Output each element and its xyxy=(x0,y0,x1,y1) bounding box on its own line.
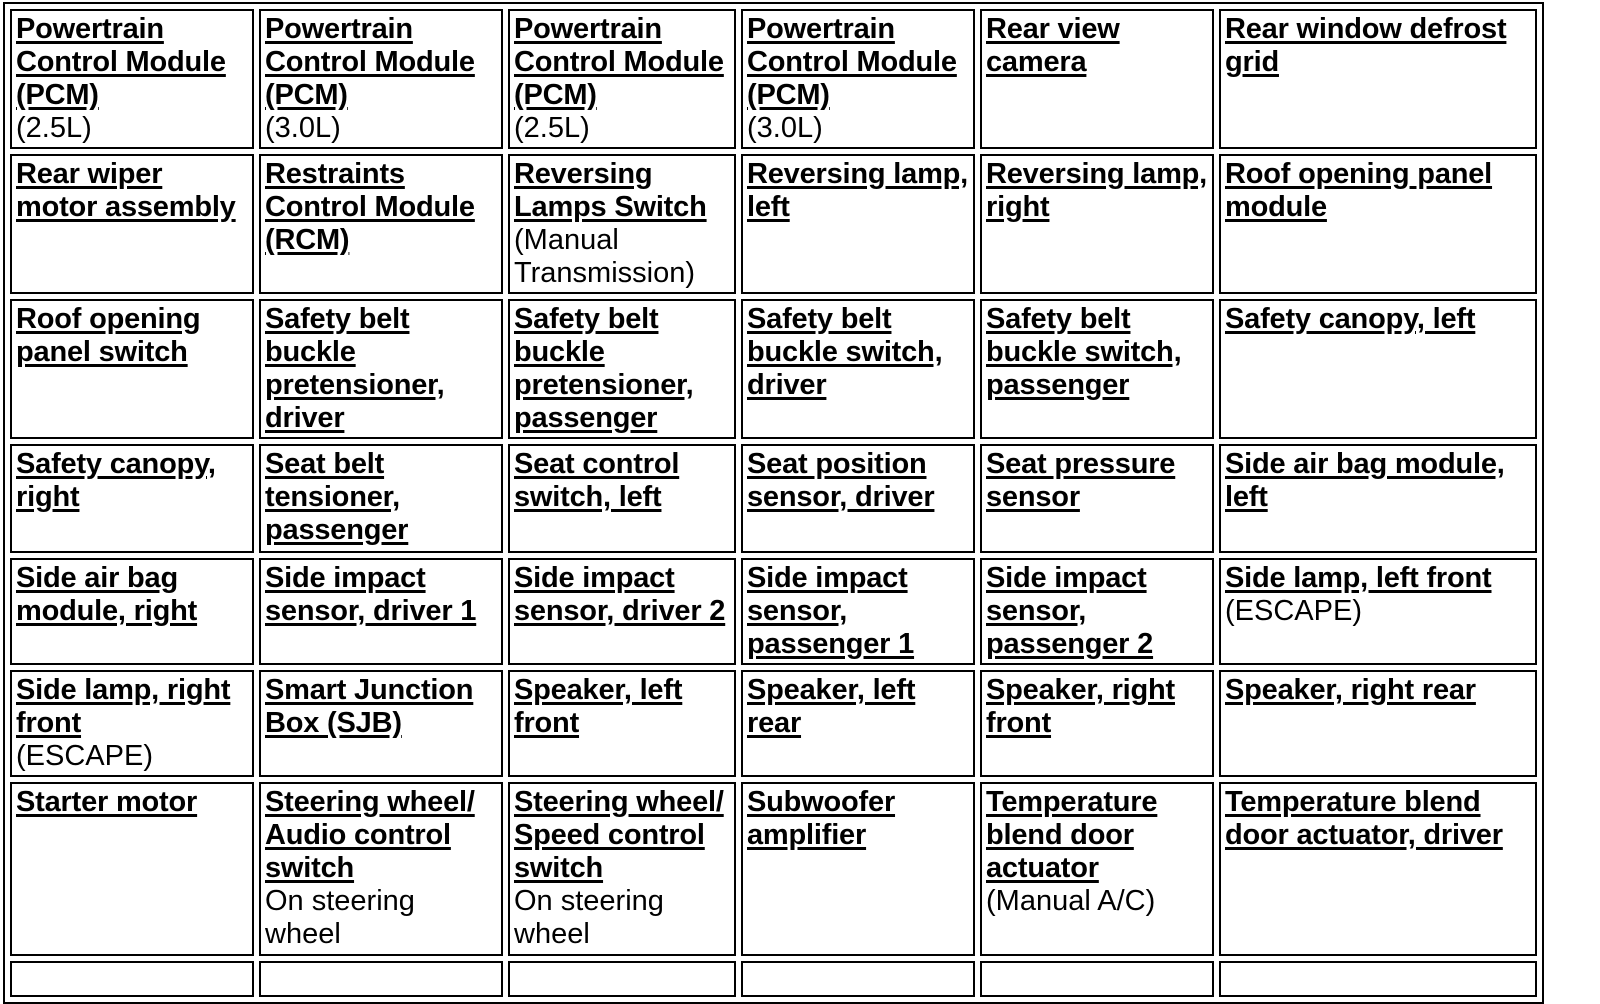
table-cell xyxy=(508,558,736,665)
table-cell xyxy=(1219,670,1537,777)
component-link[interactable]: Powertrain Control Module (PCM) xyxy=(16,13,226,111)
table-cell xyxy=(980,961,1214,997)
component-link[interactable]: Powertrain Control Module (PCM) xyxy=(265,13,475,111)
table-cell xyxy=(1219,558,1537,665)
component-link[interactable]: Steering wheel/ Speed control switch xyxy=(514,786,724,884)
table-cell xyxy=(1219,444,1537,553)
component-link[interactable]: Speaker, left front xyxy=(514,674,683,739)
component-link[interactable]: Side impact sensor, passenger 1 xyxy=(747,562,915,660)
component-link[interactable]: Reversing Lamps Switch xyxy=(514,158,707,223)
table-cell xyxy=(1219,154,1537,294)
table-cell xyxy=(508,670,736,777)
table-cell xyxy=(259,154,503,294)
table-cell xyxy=(741,154,975,294)
table-row xyxy=(10,154,1537,294)
component-link[interactable]: Speaker, left rear xyxy=(747,674,916,739)
component-link[interactable]: Speaker, right rear xyxy=(1225,674,1476,706)
table-cell xyxy=(259,670,503,777)
table-cell xyxy=(1219,782,1537,956)
table-row xyxy=(10,299,1537,439)
component-link[interactable]: Roof opening panel module xyxy=(1225,158,1493,223)
component-link[interactable]: Side impact sensor, driver 1 xyxy=(265,562,477,627)
component-link[interactable]: Reversing lamp, right xyxy=(986,158,1208,223)
table-cell xyxy=(10,670,254,777)
component-link[interactable]: Rear wiper motor assembly xyxy=(16,158,236,223)
table-cell xyxy=(10,961,254,997)
component-link[interactable]: Rear view camera xyxy=(986,13,1120,78)
component-link[interactable]: Temperature blend door actuator xyxy=(986,786,1158,884)
component-note: (Manual Transmission) xyxy=(514,224,696,289)
table-cell xyxy=(10,154,254,294)
component-note: (Manual A/C) xyxy=(986,885,1156,917)
component-link[interactable]: Safety canopy, right xyxy=(16,448,216,513)
table-row xyxy=(10,444,1537,553)
table-row xyxy=(10,670,1537,777)
table-cell xyxy=(980,558,1214,665)
component-link[interactable]: Roof opening panel switch xyxy=(16,303,201,368)
component-link[interactable]: Safety belt buckle switch, passenger xyxy=(986,303,1182,401)
table-cell xyxy=(259,558,503,665)
table-cell xyxy=(741,670,975,777)
table-cell xyxy=(741,444,975,553)
table-cell xyxy=(980,299,1214,439)
table-cell xyxy=(980,9,1214,149)
table-cell xyxy=(980,782,1214,956)
table-row xyxy=(10,558,1537,665)
component-link[interactable]: Safety belt buckle switch, driver xyxy=(747,303,943,401)
component-note: (2.5L) xyxy=(16,112,92,144)
table-cell xyxy=(741,961,975,997)
component-link[interactable]: Safety belt buckle pretensioner, passenger xyxy=(514,303,694,434)
component-link[interactable]: Seat pressure sensor xyxy=(986,448,1176,513)
table-cell xyxy=(259,299,503,439)
component-link[interactable]: Powertrain Control Module (PCM) xyxy=(514,13,724,111)
component-link[interactable]: Safety belt buckle pretensioner, driver xyxy=(265,303,445,434)
table-cell xyxy=(10,558,254,665)
component-note: (ESCAPE) xyxy=(1225,595,1362,627)
component-link[interactable]: Smart Junction Box (SJB) xyxy=(265,674,474,739)
table-cell xyxy=(508,9,736,149)
component-link[interactable]: Rear window defrost grid xyxy=(1225,13,1507,78)
table-cell xyxy=(10,444,254,553)
component-note: On steering wheel xyxy=(265,885,415,950)
table-cell xyxy=(508,154,736,294)
table-cell xyxy=(259,9,503,149)
component-note: (3.0L) xyxy=(265,112,341,144)
component-link[interactable]: Seat belt tensioner, passenger xyxy=(265,448,409,546)
component-link[interactable]: Starter motor xyxy=(16,786,198,818)
component-link[interactable]: Powertrain Control Module (PCM) xyxy=(747,13,957,111)
table-cell xyxy=(980,154,1214,294)
component-note: On steering wheel xyxy=(514,885,664,950)
component-link[interactable]: Side lamp, left front xyxy=(1225,562,1492,594)
component-link[interactable]: Safety canopy, left xyxy=(1225,303,1476,335)
component-link[interactable]: Seat position sensor, driver xyxy=(747,448,935,513)
table-cell xyxy=(10,9,254,149)
table-cell xyxy=(980,670,1214,777)
table-cell xyxy=(741,782,975,956)
component-link[interactable]: Steering wheel/ Audio control switch xyxy=(265,786,475,884)
table-cell xyxy=(259,444,503,553)
component-link[interactable]: Side impact sensor, passenger 2 xyxy=(986,562,1154,660)
component-link[interactable]: Restraints Control Module (RCM) xyxy=(265,158,475,256)
table-cell xyxy=(741,558,975,665)
table-row xyxy=(10,9,1537,149)
component-note: (3.0L) xyxy=(747,112,823,144)
component-note: (2.5L) xyxy=(514,112,590,144)
table-cell xyxy=(10,299,254,439)
table-row xyxy=(10,782,1537,956)
component-link[interactable]: Side lamp, right front xyxy=(16,674,231,739)
component-link[interactable]: Subwoofer amplifier xyxy=(747,786,896,851)
table-cell xyxy=(259,961,503,997)
table-cell xyxy=(741,299,975,439)
table-cell xyxy=(10,782,254,956)
table-cell xyxy=(980,444,1214,553)
component-link[interactable]: Speaker, right front xyxy=(986,674,1175,739)
table-cell xyxy=(1219,961,1537,997)
component-link[interactable]: Side air bag module, right xyxy=(16,562,198,627)
table-cell xyxy=(741,9,975,149)
component-link[interactable]: Side air bag module, left xyxy=(1225,448,1505,513)
table-cell xyxy=(508,299,736,439)
table-cell xyxy=(1219,299,1537,439)
component-location-table xyxy=(3,2,1544,1004)
table-cell xyxy=(259,782,503,956)
component-link[interactable]: Reversing lamp, left xyxy=(747,158,969,223)
component-link[interactable]: Temperature blend door actuator, driver xyxy=(1225,786,1503,851)
table-cell xyxy=(508,782,736,956)
component-note: (ESCAPE) xyxy=(16,740,153,772)
component-link[interactable]: Side impact sensor, driver 2 xyxy=(514,562,726,627)
table-cell xyxy=(1219,9,1537,149)
component-link[interactable]: Seat control switch, left xyxy=(514,448,680,513)
table-row xyxy=(10,961,1537,997)
table-cell xyxy=(508,961,736,997)
table-cell xyxy=(508,444,736,553)
